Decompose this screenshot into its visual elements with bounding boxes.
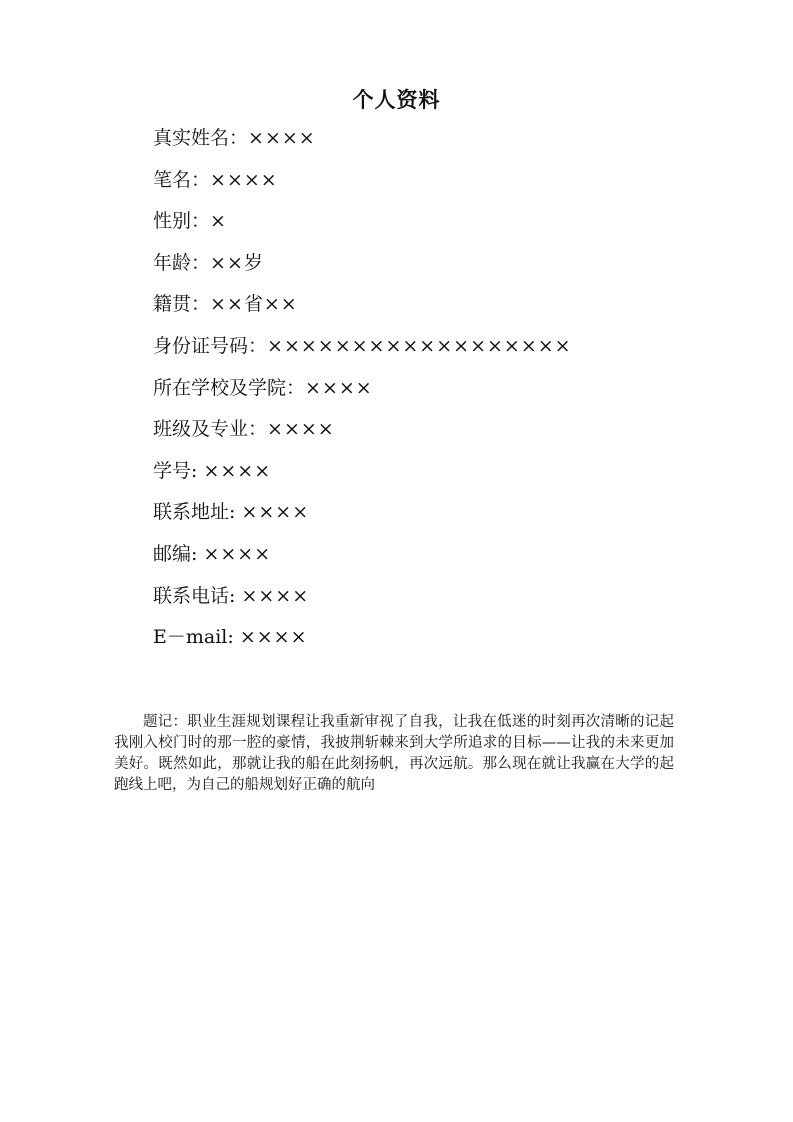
page-title: 个人资料 <box>352 87 441 112</box>
field-address <box>153 496 713 538</box>
field-colon: : <box>229 501 242 524</box>
field-real-name <box>153 122 713 164</box>
field-value: ×××× <box>305 376 373 399</box>
field-label: 邮编 <box>153 542 192 565</box>
field-colon: : <box>227 626 240 649</box>
field-email <box>153 621 713 663</box>
field-colon: ： <box>248 418 268 441</box>
field-label: E－mail <box>153 626 228 649</box>
field-colon: ： <box>286 376 306 399</box>
field-gender <box>153 205 713 247</box>
field-colon: ： <box>229 127 249 149</box>
personal-info-list <box>153 122 713 663</box>
field-postal-code <box>153 538 713 580</box>
field-colon: : <box>191 459 204 482</box>
field-value: ×××× <box>248 127 316 149</box>
field-pen-name <box>153 164 713 206</box>
field-value: ×××× <box>267 418 335 441</box>
field-value: ×××× <box>241 584 310 607</box>
preface-paragraph: 题记：职业生涯规划课程让我重新审视了自我，让我在低迷的时刻再次清晰的记起我刚入校门时的那一腔的豪情，我披荆斩棘来到大学所追求的目标——让我的未来更加美好。既然如此，那就让我的船在此刻扬帆，再次远航。那么现在就让我赢在大学的起跑线上吧，为自己的船规划好正确的航向 <box>114 713 674 793</box>
field-age <box>153 247 713 289</box>
field-colon: ： <box>191 210 211 233</box>
field-student-id <box>153 455 713 497</box>
field-value: ×××× <box>210 168 278 191</box>
field-label: 性别 <box>153 210 192 233</box>
field-school <box>153 372 713 414</box>
field-label: 笔名 <box>153 168 192 191</box>
field-id-number <box>153 330 713 372</box>
field-label: 联系电话 <box>153 584 230 607</box>
field-native-place <box>153 288 713 330</box>
field-value: ×××× <box>241 501 310 524</box>
field-colon: : <box>229 584 242 607</box>
field-colon: ： <box>191 293 211 316</box>
field-label: 身份证号码 <box>153 334 249 357</box>
field-class-major <box>153 413 713 455</box>
field-value: ×××× <box>203 542 272 565</box>
field-value: ××省×× <box>210 293 298 316</box>
field-label: 年龄 <box>153 251 192 274</box>
field-label: 班级及专业 <box>153 418 249 441</box>
field-value: ×××× <box>203 459 272 482</box>
field-label: 籍贯 <box>153 293 192 316</box>
field-label: 真实姓名 <box>153 127 230 149</box>
field-colon: ： <box>248 334 268 357</box>
field-value: ××岁 <box>210 251 264 274</box>
field-colon: ： <box>191 251 211 274</box>
field-value: ×××× <box>239 626 308 649</box>
field-colon: : <box>191 542 204 565</box>
field-colon: ： <box>191 168 211 191</box>
field-phone <box>153 580 713 622</box>
field-value: × <box>210 210 227 233</box>
field-label: 所在学校及学院 <box>153 376 287 399</box>
field-label: 联系地址 <box>153 501 230 524</box>
field-label: 学号 <box>153 459 192 482</box>
field-value: ×××××××××××××××××× <box>267 334 572 357</box>
